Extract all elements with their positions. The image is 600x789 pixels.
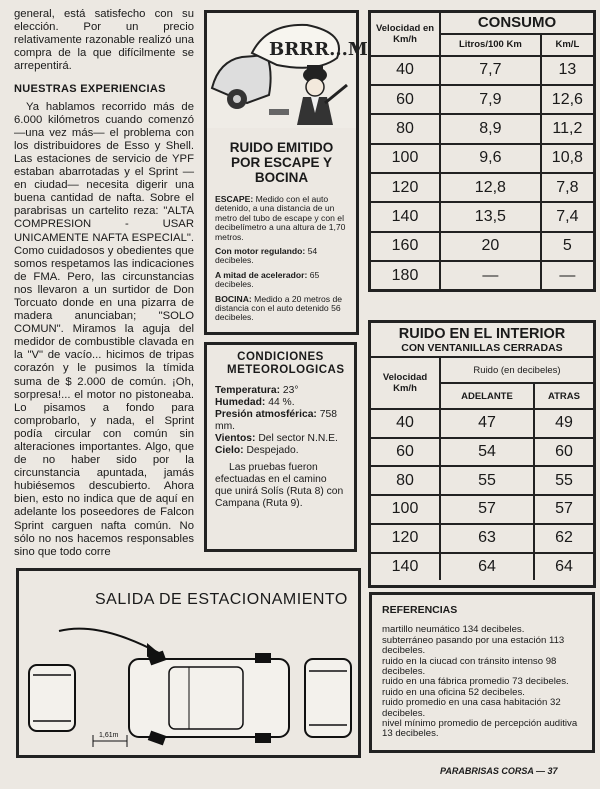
consumo-row (370, 144, 595, 173)
kml-cell: 12,6 (541, 85, 595, 114)
measure-label: 1,61m (99, 732, 119, 739)
consumo-row (370, 114, 595, 143)
referencias-title: REFERENCIAS (382, 604, 458, 616)
referencia-item: nivel mínimo promedio de percepción auditiva 13 decibeles. (382, 718, 578, 740)
consumo-row (370, 202, 595, 231)
hum-label: Humedad: (215, 397, 266, 408)
atras-cell: 64 (534, 553, 593, 580)
referencia-item: ruido en una fábrica promedio 73 decibeles. (382, 676, 569, 688)
litros-cell: 7,7 (440, 56, 541, 85)
regulando-label: Con motor regulando: (215, 246, 306, 257)
adelante-cell: 64 (440, 553, 534, 580)
speed-cell: 180 (370, 261, 441, 290)
consumo-row (370, 56, 595, 85)
referencia-item: ruido promedio en una casa habitación 32 decibeles. (382, 697, 561, 719)
referencia-item: martillo neumático 134 decibeles. (382, 624, 525, 636)
kml-cell: — (541, 261, 595, 290)
consumo-row (370, 173, 595, 202)
interior-col-ruido: Ruido (en decibeles) (440, 357, 593, 383)
condiciones-note: Las pruebas fueron efectuadas en el camino que unirá Solís (Ruta 8) con Campana (Ruta 9). (215, 462, 344, 509)
kml-cell: 7,4 (541, 202, 595, 231)
litros-cell: 20 (440, 232, 541, 261)
adelante-cell: 47 (440, 409, 534, 438)
referencia-item: ruido en la ciucad con tránsito intenso 98 decibeles. (382, 655, 557, 678)
interior-row (371, 553, 593, 580)
consumo-col-speed: Velocidad en Km/h (370, 12, 441, 56)
ruido-emitido-box (204, 10, 368, 335)
speed-cell: 80 (370, 114, 441, 143)
speed-cell: 40 (371, 409, 440, 438)
mitad-value: 65 decibeles. (215, 269, 320, 290)
interior-row (371, 438, 593, 467)
magazine-name: PARABRISAS CORSA (440, 766, 534, 776)
litros-cell: — (440, 261, 541, 290)
pres-value: 758 mm. (215, 409, 337, 432)
regulando-value: 54 decibeles. (215, 246, 318, 266)
vientos-value: Del sector N.N.E. (258, 433, 338, 444)
atras-cell: 60 (534, 438, 593, 467)
interior-row (371, 524, 593, 553)
condiciones-title: CONDICIONES METEOROLOGICAS (227, 351, 345, 376)
adelante-cell: 54 (440, 438, 534, 467)
adelante-cell: 57 (440, 495, 534, 524)
article-body: Ya hablamos recorrido más de 6.000 kilómetros cuando comenzó —una vez más— el problema con los distribuidores de Esso y Shell. Las estaciones de servicio de YPF estaban abarrotadas y el Sprint —en ciudad— necesita digerir una buena cantidad de nafta. Sobre el parabrisas un cartelito reza: "ALTA COMPRESION - USAR UNICAMENTE NAFTA ESPECIAL". Como cuidadosos y obedientes que somos respetamos las indicaciones de FMA. Pero, las circunstancias nos llevaron a un surtidor de Don Torcuato donde en una pizarra de madera anunciaban; "SOLO COMUN". Miramos la aguja del medidor de combustible clavada en la "V" de vacío... hicimos de tripas corazón y le pusimos la tímida suma de $ 2.000 de común. ¡Oh, sorpresa!... el motor no pistoneaba. Lo pisamos a fondo para comprobarlo, y nada, el Sprint podía circular con común sin alteraciones importantes. Algo, que de no haber sido por la circunstancia apuntada, jamás hubiésemos descubierto. Ahora bien, esto no indica que de aquí en adelante los poseedores de Falcon Sprint carguen nafta común. No sólo no nos hacemos responsables sino que todo corre (14, 100, 194, 558)
litros-cell: 12,8 (440, 173, 541, 202)
atras-cell: 57 (534, 495, 593, 524)
vientos-label: Vientos: (215, 433, 256, 444)
kml-cell: 5 (541, 232, 595, 261)
interior-col-adelante: ADELANTE (440, 383, 534, 409)
adelante-cell: 55 (440, 466, 534, 495)
consumo-table (368, 10, 596, 292)
mitad-label: A mitad de acelerador: (215, 269, 308, 280)
referencias-box (369, 592, 595, 753)
speed-cell: 80 (371, 466, 440, 495)
salida-diagram (16, 568, 361, 758)
speed-cell: 100 (371, 495, 440, 524)
interior-row (371, 409, 593, 438)
interior-subtitle: CON VENTANILLAS CERRADAS (401, 342, 563, 354)
interior-col-speed: Velocidad Km/h (371, 357, 440, 409)
consumo-col-l100: Litros/100 Km (440, 34, 541, 56)
interior-col-atras: ATRAS (534, 383, 593, 409)
hum-value: 44 %. (268, 397, 295, 408)
bocina-label: BOCINA: (215, 293, 252, 304)
page-footer (440, 766, 558, 776)
interior-row (371, 466, 593, 495)
escape-text: Medido con el auto detenido, a una distancia de un metro del tubo de escape y con el decibelímetro a una altura de 1,70 metros. (215, 194, 346, 242)
litros-cell: 13,5 (440, 202, 541, 231)
consumo-row (370, 232, 595, 261)
speed-cell: 120 (370, 173, 441, 202)
atras-cell: 62 (534, 524, 593, 553)
kml-cell: 7,8 (541, 173, 595, 202)
kml-cell: 13 (541, 56, 595, 85)
referencia-item: subterráneo pasando por una estación 113 decibeles. (382, 634, 565, 657)
consumo-col-kml: Km/L (541, 34, 595, 56)
article-column (14, 8, 194, 565)
interior-title: RUIDO EN EL INTERIOR (398, 326, 566, 342)
speed-cell: 140 (370, 202, 441, 231)
speed-cell: 60 (371, 438, 440, 467)
atras-cell: 55 (534, 466, 593, 495)
cartoon-illustration (207, 13, 368, 128)
temp-value: 23° (282, 385, 299, 396)
speed-cell: 100 (370, 144, 441, 173)
parking-diagram (19, 613, 358, 753)
kml-cell: 10,8 (541, 144, 595, 173)
kml-cell: 11,2 (541, 114, 595, 143)
referencia-item: ruido en una oficina 52 decibeles. (382, 686, 525, 698)
consumo-row (370, 261, 595, 290)
article-intro: general, está satisfecho con su elección. Por un precio relativamente razonable realizó una compra de la que difícilmente se arrepentirá. (14, 8, 194, 73)
pres-label: Presión atmosférica: (215, 409, 317, 420)
speed-cell: 120 (371, 524, 440, 553)
cielo-value: Despejado. (246, 445, 299, 456)
page-number: — 37 (536, 766, 558, 776)
temp-label: Temperatura: (215, 385, 281, 396)
salida-title: SALIDA DE ESTACIONAMIENTO (95, 591, 348, 608)
litros-cell: 9,6 (440, 144, 541, 173)
escape-label: ESCAPE: (215, 194, 254, 204)
section-heading: NUESTRAS EXPERIENCIAS (14, 83, 166, 96)
interior-row (371, 495, 593, 524)
ruido-title: RUIDO EMITIDO POR ESCAPE Y BOCINA (229, 140, 334, 185)
condiciones-box (204, 342, 357, 552)
litros-cell: 7,9 (440, 85, 541, 114)
litros-cell: 8,9 (440, 114, 541, 143)
cartoon-word: BRRR...M (269, 39, 368, 60)
speed-cell: 160 (370, 232, 441, 261)
consumo-title: CONSUMO (440, 12, 595, 34)
consumo-row (370, 85, 595, 114)
bocina-text: Medido a 20 metros de distancia con el auto detenido 56 decibeles. (215, 293, 343, 323)
interior-box (368, 320, 596, 588)
adelante-cell: 63 (440, 524, 534, 553)
speed-cell: 40 (370, 56, 441, 85)
interior-table (371, 356, 593, 580)
cielo-label: Cielo: (215, 445, 244, 456)
speed-cell: 60 (370, 85, 441, 114)
atras-cell: 49 (534, 409, 593, 438)
speed-cell: 140 (371, 553, 440, 580)
